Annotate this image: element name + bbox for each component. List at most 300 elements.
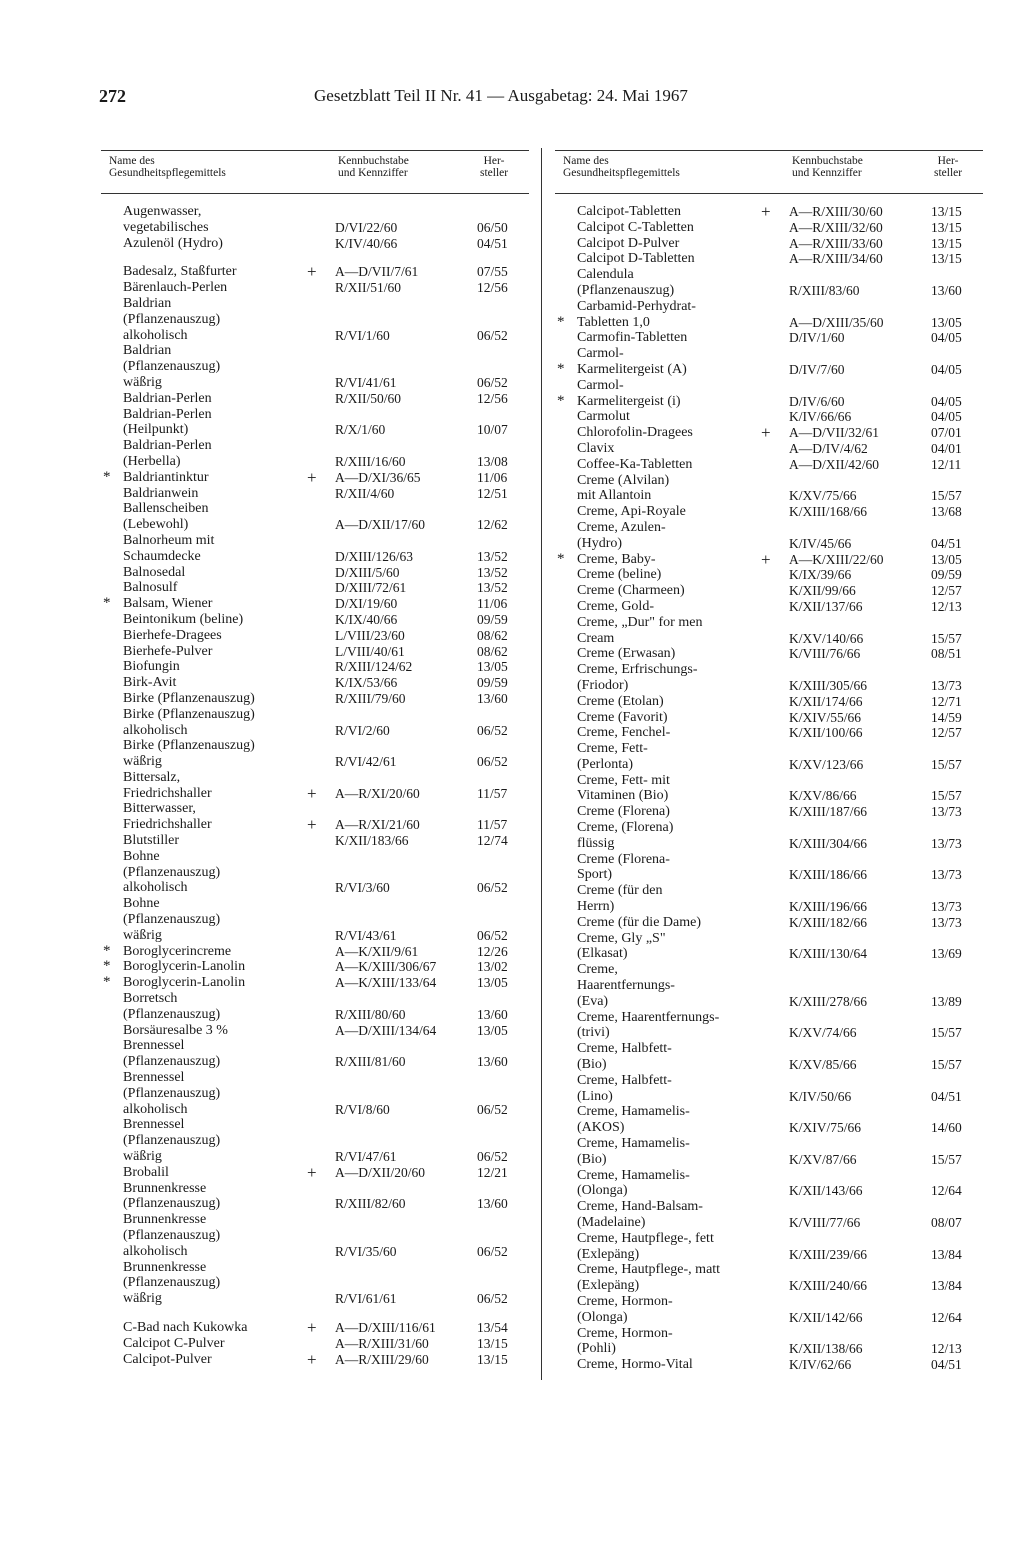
hersteller-code: 12/71 [931,693,962,709]
kennziffer: K/XIII/130/64 [789,946,867,962]
cross-marker: + [307,1317,317,1337]
kennziffer: A—D/XIII/35/60 [789,314,884,330]
list-item [555,710,983,726]
product-name: Creme, Hormon- (Olonga) [577,1293,673,1325]
list-item [101,801,529,833]
product-name: Creme (Erwasan) [577,646,676,662]
hersteller-code: 04/51 [931,1357,962,1373]
list-item [555,1262,983,1294]
product-name: Baldrian (Pflanzenauszug) alkoholisch [123,295,221,343]
list-item [555,441,983,457]
hersteller-code: 11/06 [477,469,508,485]
hersteller-code: 13/73 [931,867,962,883]
header-name: Name des Gesundheitspflegemittels [109,155,226,179]
hersteller-code: 09/59 [477,611,508,627]
hersteller-code: 06/52 [477,1291,508,1307]
kennziffer: A—D/IV/4/62 [789,440,868,456]
cross-marker: + [761,202,771,221]
hersteller-code: 13/73 [931,804,962,820]
asterisk-marker: * [557,550,565,567]
product-name: Calcipot C-Pulver [123,1335,225,1351]
asterisk-marker: * [557,313,565,330]
kennziffer: R/VI/2/60 [335,722,390,738]
product-name: Carmolut [577,409,630,425]
asterisk-marker: * [557,392,565,409]
hersteller-code: 04/01 [931,440,962,456]
cross-marker: + [307,815,317,835]
product-name: Baldrian-Perlen (Heilpunkt) [123,406,212,438]
list-item [555,1136,983,1168]
product-name: Creme, Erfrischungs- (Friodor) [577,662,698,693]
product-name: Creme, Hand-Balsam- (Madelaine) [577,1199,703,1230]
product-name: Azulenöl (Hydro) [123,235,223,251]
kennziffer: D/XIII/126/63 [335,548,413,564]
hersteller-code: 12/64 [931,1183,962,1199]
kennziffer: R/XIII/80/60 [335,1006,406,1022]
list-item [101,738,529,770]
kennziffer: R/VI/42/61 [335,754,397,770]
list-item [101,580,529,596]
hersteller-code: 13/73 [931,914,962,930]
kennziffer: K/XIII/182/66 [789,914,867,930]
hersteller-code: 13/52 [477,548,508,564]
list-item [101,1162,529,1182]
product-name: Balnosulf [123,580,178,596]
header-hersteller: Her- steller [934,155,963,179]
list-item [555,520,983,552]
product-name: Creme (für die Dame) [577,914,701,930]
list-item [101,236,529,252]
hersteller-code: 12/51 [477,485,508,501]
list-item [555,346,983,378]
hersteller-code: 06/52 [477,1149,508,1165]
hersteller-code: 06/52 [477,722,508,738]
cross-marker: + [307,262,317,282]
kennziffer: D/IV/7/60 [789,361,845,377]
list-item [555,615,983,647]
hersteller-code: 06/52 [477,880,508,896]
list-item [555,267,983,299]
list-item [101,596,529,612]
hersteller-code: 13/60 [477,1054,508,1070]
kennziffer: R/XIII/82/60 [335,1196,406,1212]
kennziffer: A—K/XIII/306/67 [335,959,437,975]
product-name: Clavix [577,440,615,456]
kennziffer: A—R/XI/21/60 [335,817,420,833]
hersteller-code: 13/60 [477,690,508,706]
hersteller-code: 04/05 [931,330,962,346]
kennziffer: K/XV/87/66 [789,1151,857,1167]
hersteller-code: 13/15 [931,219,962,235]
kennziffer: A—K/XIII/133/64 [335,975,437,991]
kennziffer: K/XIII/304/66 [789,835,867,851]
product-name: Creme, Haarentfernungs- (Eva) [577,962,675,1009]
list-item [101,944,529,960]
kennziffer: K/IV/66/66 [789,409,852,425]
list-item [101,467,529,487]
hersteller-code: 13/02 [477,959,508,975]
kennziffer: K/XII/183/66 [335,833,409,849]
product-name: Badesalz, Staßfurter [123,264,237,280]
list-item [555,773,983,805]
list-item [101,1212,529,1259]
hersteller-code: 12/62 [477,517,508,533]
hersteller-code: 09/59 [477,675,508,691]
hersteller-code: 13/08 [477,453,508,469]
product-name: Baldriantinktur [123,469,209,485]
list-item [555,567,983,583]
product-name: Calcipot-Tabletten [577,204,681,219]
kennziffer: K/VIII/77/66 [789,1215,861,1230]
product-name: Creme, Halbfett- (Bio) [577,1041,672,1073]
product-name: Ballenscheiben (Lebewohl) [123,501,209,533]
product-name: Biofungin [123,659,180,675]
kennziffer: K/XII/99/66 [789,583,856,599]
product-name: Creme (Alvilan) mit Allantoin [577,472,670,504]
list-item [555,662,983,694]
kennziffer: A—D/XIII/134/64 [335,1022,437,1038]
kennziffer: K/XV/75/66 [789,488,857,504]
product-name: Augenwasser, vegetabilisches [123,204,209,235]
list-item [555,1041,983,1073]
hersteller-code: 12/56 [477,390,508,406]
product-name: Brennessel (Pflanzenauszug) alkoholisch [123,1070,221,1117]
product-name: Bärenlauch-Perlen [123,280,228,296]
product-name: Creme, Hamamelis- (Olonga) [577,1167,690,1199]
hersteller-code: 12/57 [931,725,962,741]
list-item [555,694,983,710]
product-name: Creme, Fett- (Perlonta) [577,741,648,772]
product-name: Birk-Avit [123,675,177,691]
cross-marker: + [761,423,771,443]
kennziffer: D/XIII/5/60 [335,564,400,580]
header-kennzeichen: Kennbuchstabe und Kennziffer [792,155,863,179]
product-name: Brennessel (Pflanzenauszug) wäßrig [123,1117,221,1165]
kennziffer: A—R/XIII/31/60 [335,1335,429,1351]
kennziffer: K/XIV/75/66 [789,1120,861,1136]
kennziffer: L/VIII/23/60 [335,627,405,643]
list-item [101,659,529,675]
kennziffer: R/VI/47/61 [335,1149,397,1165]
cross-marker: + [307,783,317,803]
column-header [101,150,529,194]
product-name: Creme, Hormon- (Pohli) [577,1325,673,1357]
kennziffer: A—R/XIII/34/60 [789,251,883,267]
column-header [555,150,983,194]
list-item [555,915,983,931]
kennziffer: K/XIII/240/66 [789,1278,867,1294]
product-name: Baldrian (Pflanzenauszug) wäßrig [123,343,221,390]
list-item [101,1023,529,1039]
list-item [101,675,529,691]
kennziffer: K/XV/74/66 [789,1025,857,1041]
kennziffer: A—R/XIII/32/60 [789,219,883,235]
hersteller-code: 07/01 [931,425,962,441]
hersteller-code: 12/74 [477,833,508,849]
product-name: Creme, Halbfett- (Lino) [577,1072,672,1104]
kennziffer: D/IV/6/60 [789,393,845,409]
hersteller-code: 04/51 [931,535,962,551]
product-name: Birke (Pflanzenauszug) [123,690,255,706]
hersteller-code: 04/05 [931,409,962,425]
column-divider [541,148,542,1380]
product-name: Chlorofolin-Dragees [577,425,693,441]
product-name: Borretsch (Pflanzenauszug) [123,991,221,1022]
list-item [101,1349,529,1369]
product-name: Creme (Florena) [577,804,670,820]
hersteller-code: 08/07 [931,1215,962,1230]
kennziffer: A—K/XIII/22/60 [789,551,884,567]
kennziffer: D/XIII/72/61 [335,580,407,596]
hersteller-code: 12/13 [931,598,962,614]
hersteller-code: 12/13 [931,1341,962,1357]
product-name: Creme, Fett- mit Vitaminen (Bio) [577,772,670,804]
product-name: Brunnenkresse (Pflanzenauszug) alkoholisch [123,1212,221,1259]
kennziffer: K/XII/174/66 [789,693,863,709]
kennziffer: R/XII/50/60 [335,390,401,406]
hersteller-code: 06/50 [477,219,508,235]
hersteller-code: 06/52 [477,327,508,343]
hersteller-code: 12/11 [931,456,962,472]
list-item [555,883,983,915]
list-item [101,407,529,439]
list-item [555,504,983,520]
product-name: Bierhefe-Pulver [123,643,213,659]
product-name: Bittersalz, Friedrichshaller [123,769,212,801]
kennziffer: K/IV/62/66 [789,1357,852,1373]
product-name: Coffee-Ka-Tabletten [577,456,693,472]
list-item [555,1326,983,1358]
list-item [555,646,983,662]
list-item [101,849,529,896]
list-item [101,991,529,1023]
kennziffer: K/XII/138/66 [789,1341,863,1357]
kennziffer: K/XIII/305/66 [789,677,867,693]
kennziffer: R/VI/8/60 [335,1101,390,1117]
list-item [555,204,983,220]
product-name: Creme (Florena- Sport) [577,851,670,883]
page-title: Gesetzblatt Teil II Nr. 41 — Ausgabetag: 24. Mai 1967 [314,86,688,105]
list-item [555,236,983,252]
product-name: Carbamid-Perhydrat- Tabletten 1,0 [577,298,696,330]
kennziffer: K/IX/53/66 [335,675,398,691]
kennziffer: K/XIV/55/66 [789,709,861,725]
product-name: Bitterwasser, Friedrichshaller [123,801,212,833]
list-item [555,962,983,1009]
hersteller-code: 14/60 [931,1120,962,1136]
kennziffer: K/XIII/239/66 [789,1246,867,1262]
list-item [555,549,983,569]
product-name: Creme, Hautpflege-, matt (Exlepäng) [577,1262,721,1294]
list-item [555,852,983,884]
list-item [101,296,529,343]
hersteller-code: 13/05 [931,551,962,567]
page-number: 272 [99,86,126,106]
list-item [101,280,529,296]
hersteller-code: 13/73 [931,899,962,915]
cross-marker: + [307,467,317,487]
kennziffer: K/XV/86/66 [789,788,857,804]
product-name: Calcipot C-Tabletten [577,219,694,235]
hersteller-code: 13/68 [931,504,962,520]
hersteller-code: 14/59 [931,709,962,725]
kennziffer: K/XII/143/66 [789,1183,863,1199]
kennziffer: K/IV/40/66 [335,235,398,251]
kennziffer: A—D/XII/42/60 [789,456,879,472]
kennziffer: K/XV/123/66 [789,756,864,772]
kennziffer: R/VI/61/61 [335,1291,397,1307]
product-name: Balnorheum mit Schaumdecke [123,532,215,564]
product-name: Boroglycerin-Lanolin [123,959,246,975]
product-name: Carmol- Karmelitergeist (i) [577,377,681,409]
list-item [101,264,529,280]
kennziffer: R/XIII/124/62 [335,659,413,675]
product-name: Borsäuresalbe 3 % [123,1022,228,1038]
product-name: Brunnenkresse (Pflanzenauszug) [123,1180,221,1212]
product-name: C-Bad nach Kukowka [123,1319,248,1335]
list-item [555,425,983,441]
list-item [555,457,983,473]
list-item [555,820,983,852]
product-name: Bohne (Pflanzenauszug) wäßrig [123,896,221,943]
list-item [555,251,983,267]
kennziffer: R/XIII/83/60 [789,282,860,298]
list-item [101,1070,529,1117]
hersteller-code: 13/69 [931,946,962,962]
right-column [555,150,983,1373]
kennziffer: R/XII/51/60 [335,280,401,296]
kennziffer: A—D/XI/36/65 [335,469,421,485]
kennziffer: D/VI/22/60 [335,219,398,235]
list-item [101,1317,529,1337]
list-item [101,391,529,407]
list-item [101,959,529,975]
kennziffer: D/IV/1/60 [789,330,845,346]
list-item [555,583,983,599]
kennziffer: K/XV/85/66 [789,1057,857,1073]
kennziffer: K/XV/140/66 [789,630,864,646]
entry-list [101,194,529,1367]
kennziffer: K/IX/39/66 [789,567,852,583]
kennziffer: L/VIII/40/61 [335,643,405,659]
hersteller-code: 13/15 [931,204,962,219]
list-item [555,741,983,773]
product-name: Creme, (Florena) flüssig [577,820,674,851]
product-name: Creme (Charmeen) [577,583,685,599]
list-item [101,644,529,660]
kennziffer: K/XIII/196/66 [789,899,867,915]
kennziffer: K/VIII/76/66 [789,646,861,662]
product-name: Creme, Hamamelis- (AKOS) [577,1104,690,1136]
hersteller-code: 13/60 [931,282,962,298]
product-name: Birke (Pflanzenauszug) alkoholisch [123,706,255,738]
hersteller-code: 08/51 [931,646,962,662]
hersteller-code: 13/52 [477,564,508,580]
kennziffer: K/XII/137/66 [789,598,863,614]
hersteller-code: 11/06 [477,596,508,612]
hersteller-code: 11/57 [477,817,508,833]
hersteller-code: 09/59 [931,567,962,583]
hersteller-code: 13/05 [477,659,508,675]
list-item [555,1357,983,1373]
hersteller-code: 13/73 [931,835,962,851]
kennziffer: R/XIII/81/60 [335,1054,406,1070]
product-name: Creme, „Dur" for men Cream [577,614,703,646]
list-item [101,770,529,802]
hersteller-code: 13/60 [477,1196,508,1212]
hersteller-code: 12/26 [477,943,508,959]
hersteller-code: 06/52 [477,754,508,770]
product-name: Baldrian-Perlen (Herbella) [123,438,212,469]
hersteller-code: 06/52 [477,1101,508,1117]
kennziffer: A—D/XII/17/60 [335,517,425,533]
list-item [101,975,529,991]
kennziffer: R/VI/43/61 [335,927,397,943]
hersteller-code: 13/84 [931,1246,962,1262]
kennziffer: K/XII/100/66 [789,725,863,741]
kennziffer: D/XI/19/60 [335,596,398,612]
product-name: Creme, Hormo-Vital [577,1357,693,1373]
hersteller-code: 11/57 [477,785,508,801]
product-name: Beintonikum (beline) [123,611,244,627]
hersteller-code: 04/51 [931,1088,962,1104]
list-item [555,378,983,410]
list-item [101,628,529,644]
hersteller-code: 12/21 [477,1164,508,1180]
product-name: Boroglycerincreme [123,943,232,959]
product-name: Brunnenkresse (Pflanzenauszug) wäßrig [123,1259,221,1307]
product-name: Baldrianwein [123,485,199,501]
list-item [555,330,983,346]
kennziffer: R/XII/4/60 [335,485,395,501]
hersteller-code: 06/52 [477,927,508,943]
asterisk-marker: * [103,974,111,991]
entry-list [555,194,983,1373]
list-item [555,473,983,505]
hersteller-code: 13/73 [931,677,962,693]
hersteller-code: 12/64 [931,1309,962,1325]
product-name: Balnosedal [123,564,186,580]
kennziffer: K/XIII/186/66 [789,867,867,883]
list-item [101,707,529,739]
kennziffer: K/IX/40/66 [335,611,398,627]
hersteller-code: 15/57 [931,788,962,804]
hersteller-code: 13/15 [477,1351,508,1367]
product-name: Creme (Favorit) [577,709,668,725]
kennziffer: A—R/XIII/30/60 [789,204,883,219]
kennziffer: R/XIII/79/60 [335,690,406,706]
product-name: Creme, Azulen- (Hydro) [577,519,666,551]
product-name: Blutstiller [123,833,179,849]
kennziffer: K/IV/50/66 [789,1088,852,1104]
list-item [101,438,529,470]
product-name: Creme, Haarentfernungs- (trivi) [577,1009,720,1041]
hersteller-code: 06/52 [477,374,508,390]
product-name: Calendula (Pflanzenauszug) [577,267,675,298]
list-item [101,533,529,565]
product-name: Creme, Gly „S" (Elkasat) [577,930,666,962]
list-item [555,1294,983,1326]
list-item [555,1199,983,1231]
kennziffer: R/X/1/60 [335,422,386,438]
product-name: Calcipot D-Pulver [577,235,680,251]
hersteller-code: 15/57 [931,756,962,772]
product-name: Creme, Fenchel- [577,725,671,741]
hersteller-code: 13/54 [477,1319,508,1335]
list-item [555,220,983,236]
product-name: Carmol- Karmelitergeist (A) [577,346,687,377]
list-item [555,1010,983,1042]
